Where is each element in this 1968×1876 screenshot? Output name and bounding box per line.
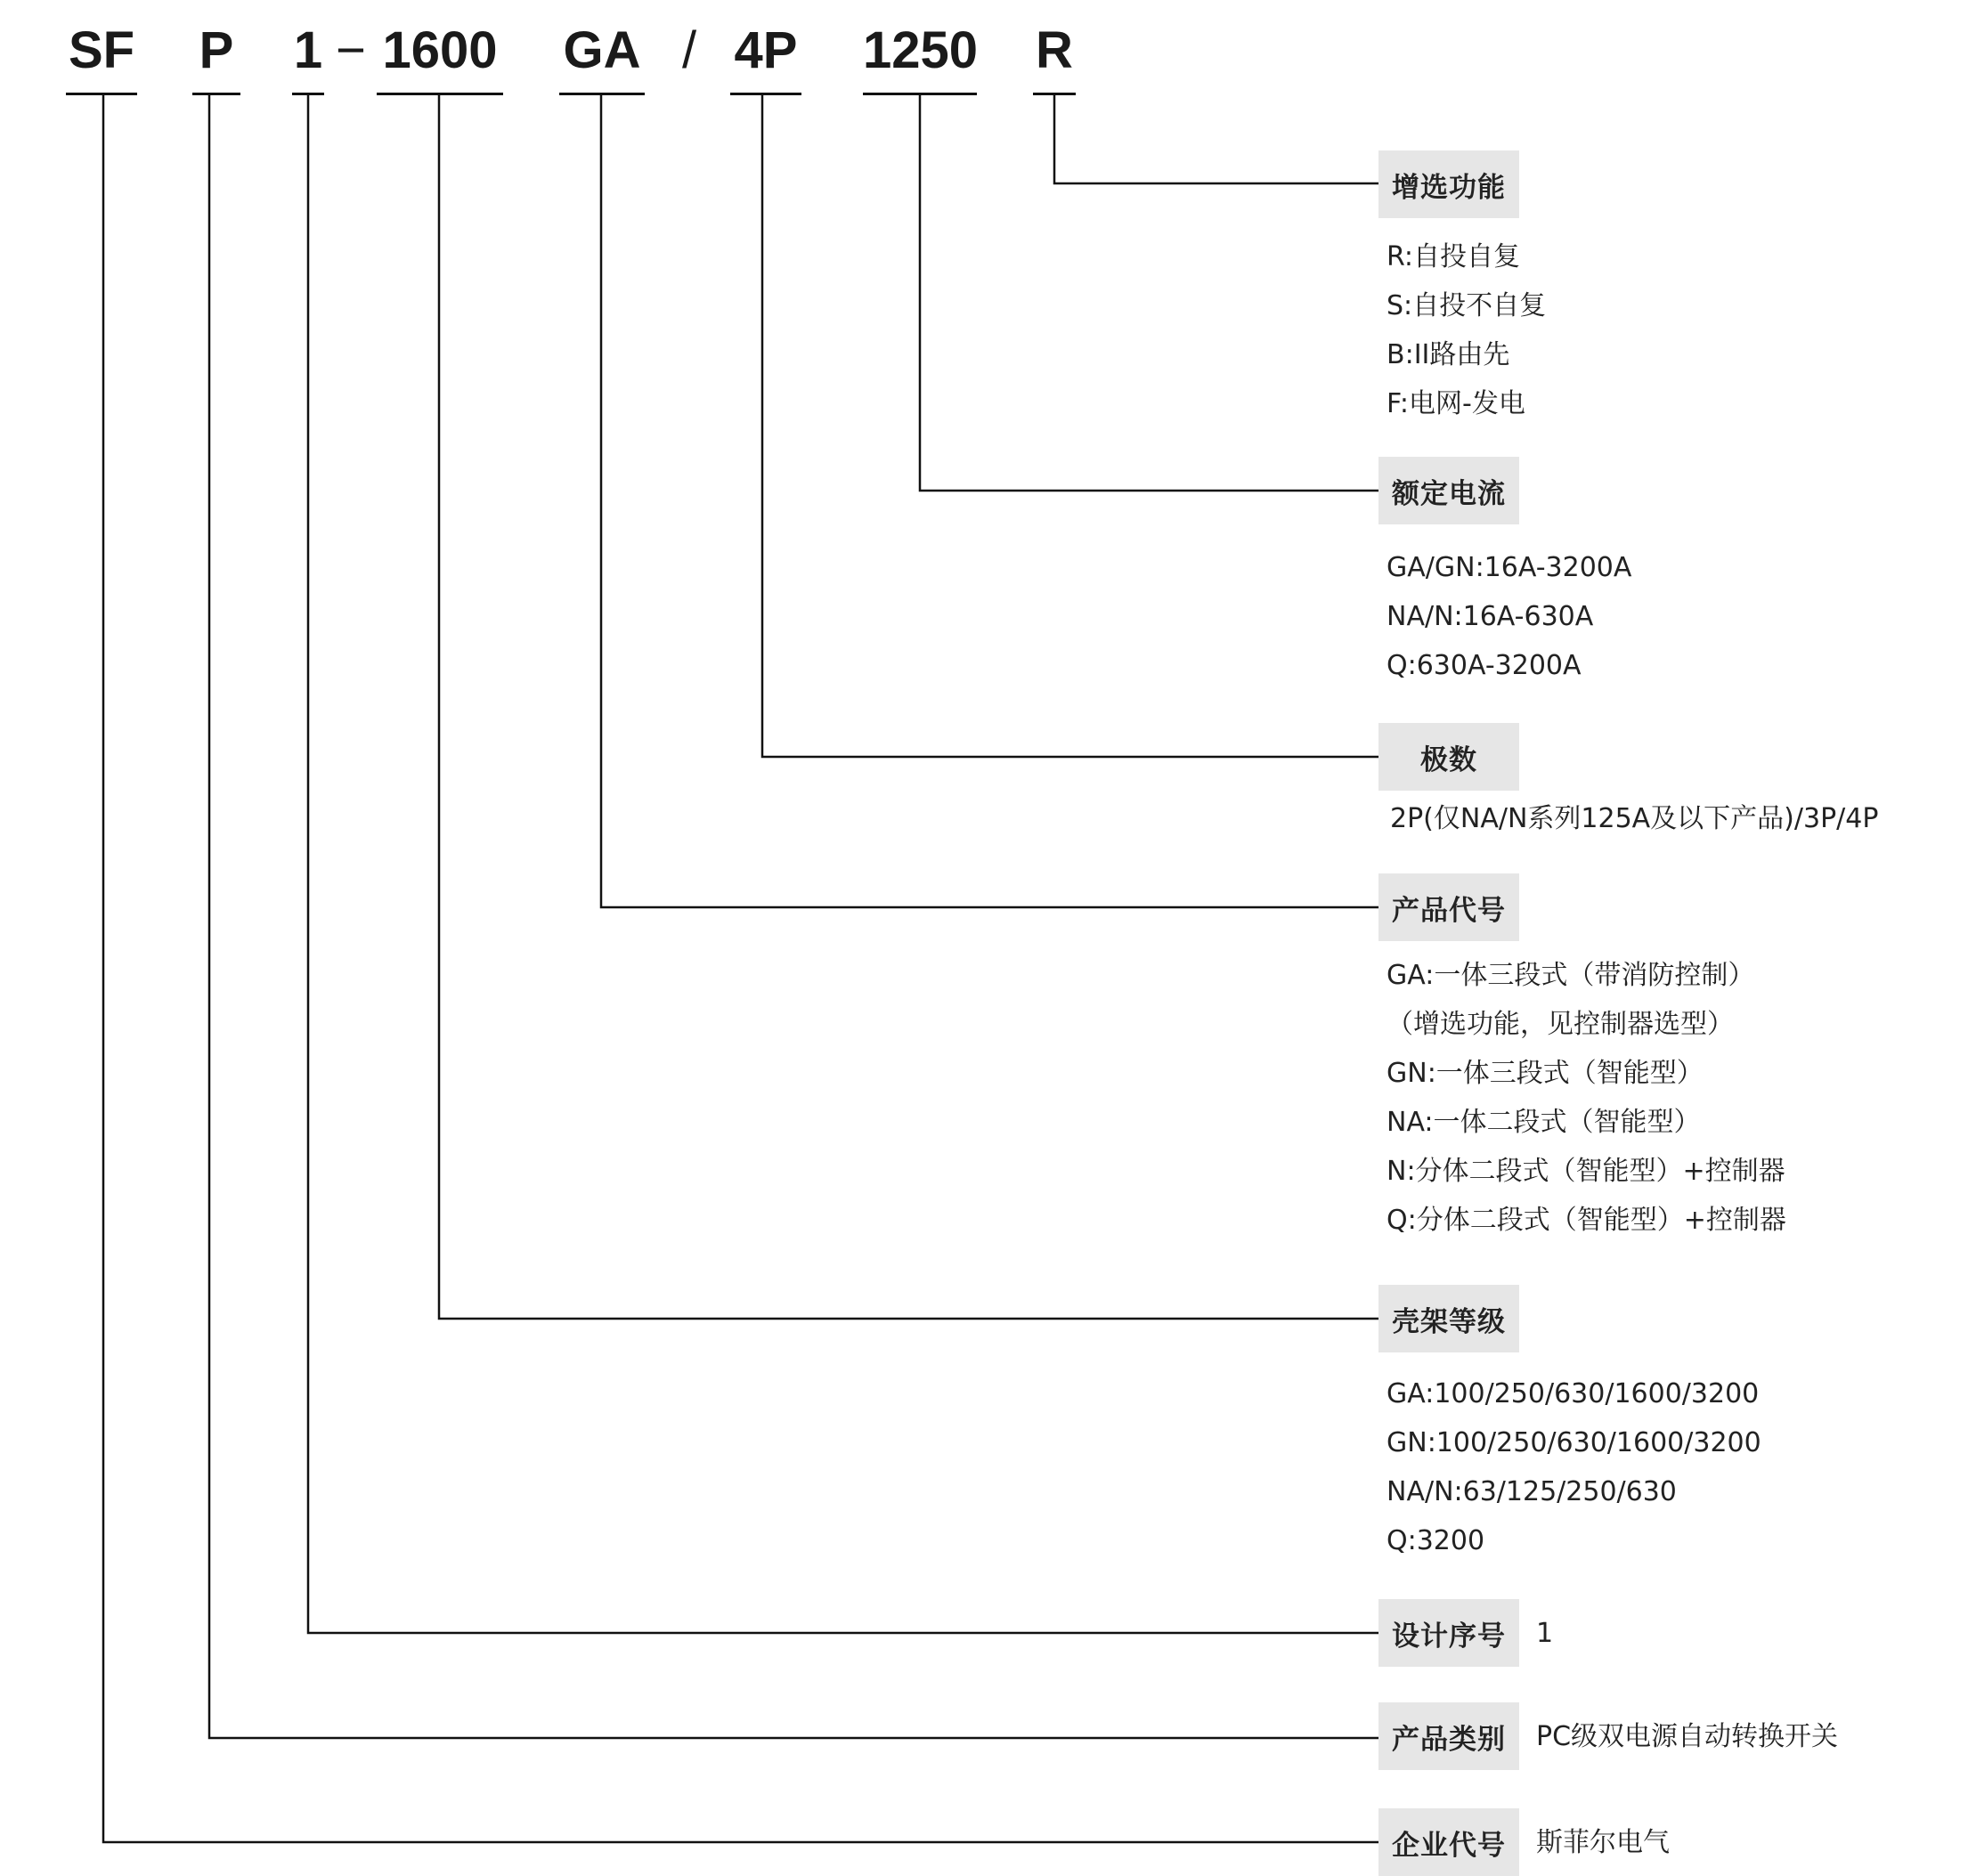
option-item: R:自投自复 — [1387, 241, 1521, 272]
option-item: N:分体二段式（智能型）+控制器 — [1387, 1156, 1785, 1187]
code-seg-sf: SF — [66, 25, 137, 77]
value-company: 斯菲尔电气 — [1536, 1827, 1670, 1858]
label-current: 额定电流 — [1378, 457, 1519, 524]
value-design: 1 — [1536, 1618, 1554, 1649]
option-item: F:电网-发电 — [1387, 388, 1525, 419]
option-item: GA/GN:16A-3200A — [1387, 552, 1632, 583]
options-frame — [1387, 1369, 1761, 1565]
option-item: GN:一体三段式（智能型） — [1387, 1058, 1704, 1089]
connector-r — [1054, 94, 1378, 183]
option-item: NA:一体二段式（智能型） — [1387, 1107, 1701, 1138]
code-seg-r: R — [1033, 25, 1076, 77]
connector-4p — [762, 94, 1378, 757]
code-seg-p: P — [192, 25, 240, 77]
code-dash: − — [336, 21, 366, 79]
label-design: 设计序号 — [1378, 1599, 1519, 1667]
option-item: NA/N:16A-630A — [1387, 601, 1594, 632]
option-item: GA:100/250/630/1600/3200 — [1387, 1378, 1760, 1409]
connector-1600 — [439, 94, 1378, 1319]
options-poles — [1390, 794, 1878, 843]
connector-p — [209, 94, 1378, 1738]
code-slash: / — [682, 21, 697, 79]
label-product: 产品代号 — [1378, 873, 1519, 941]
connector-sf — [103, 94, 1378, 1842]
option-item: S:自投不自复 — [1387, 290, 1547, 321]
label-company: 企业代号 — [1378, 1808, 1519, 1876]
label-frame: 壳架等级 — [1378, 1285, 1519, 1352]
option-item: NA/N:63/125/250/630 — [1387, 1476, 1677, 1507]
option-item: GN:100/250/630/1600/3200 — [1387, 1427, 1761, 1458]
connector-1 — [308, 94, 1378, 1633]
option-item: Q:630A-3200A — [1387, 650, 1582, 681]
code-seg-ga: GA — [559, 25, 645, 77]
options-product — [1387, 951, 1786, 1245]
option-item: Q:分体二段式（智能型）+控制器 — [1387, 1205, 1786, 1236]
option-item: GA:一体三段式（带消防控制） — [1387, 960, 1755, 991]
options-optional — [1387, 232, 1546, 428]
code-seg-1600: 1600 — [377, 25, 503, 77]
code-seg-1250: 1250 — [863, 25, 977, 77]
connector-ga — [601, 94, 1378, 907]
value-category: PC级双电源自动转换开关 — [1536, 1721, 1839, 1752]
option-item: Q:3200 — [1387, 1525, 1485, 1556]
label-category: 产品类别 — [1378, 1702, 1519, 1770]
option-item: 2P(仅NA/N系列125A及以下产品)/3P/4P — [1390, 803, 1879, 834]
option-item: B:II路由先 — [1387, 339, 1510, 370]
label-optional: 增选功能 — [1378, 150, 1519, 218]
code-seg-1: 1 — [292, 25, 324, 77]
option-item: （增选功能，见控制器选型） — [1387, 1009, 1734, 1040]
label-poles: 极数 — [1378, 723, 1519, 791]
options-current — [1387, 543, 1631, 690]
connector-1250 — [920, 94, 1378, 491]
code-seg-4p: 4P — [730, 25, 801, 77]
